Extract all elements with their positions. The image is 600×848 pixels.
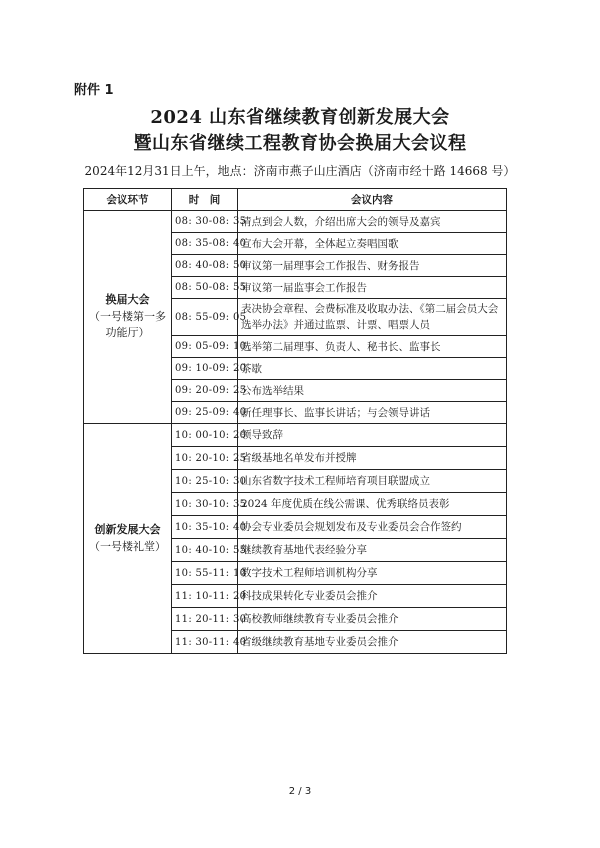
agenda-time: 08: 50-08: 55	[172, 277, 238, 299]
agenda-time: 10: 25-10: 30	[172, 470, 238, 493]
agenda-row	[84, 424, 507, 447]
agenda-time: 08: 55-09: 05	[172, 299, 238, 336]
agenda-content: 茶歇	[238, 358, 507, 380]
session-location: （一号楼礼堂）	[89, 539, 166, 553]
session-name: 换届大会	[105, 293, 150, 307]
agenda-content: 清点到会人数，介绍出席大会的领导及嘉宾	[238, 211, 507, 233]
header-time: 时 间	[172, 189, 238, 211]
agenda-time: 10: 30-10: 35	[172, 493, 238, 516]
agenda-time: 10: 20-10: 25	[172, 447, 238, 470]
agenda-content: 数字技术工程师培训机构分享	[238, 562, 507, 585]
agenda-content: 公布选举结果	[238, 380, 507, 402]
header-content: 会议内容	[238, 189, 507, 211]
document-title-line1: 2024 山东省继续教育创新发展大会	[150, 107, 450, 128]
page-number: 2 / 3	[288, 786, 312, 797]
agenda-time: 09: 10-09: 20	[172, 358, 238, 380]
agenda-content: 宣布大会开幕，全体起立奏唱国歌	[238, 233, 507, 255]
attachment-label: 附件 1	[74, 83, 114, 98]
agenda-content: 省级基地名单发布并授牌	[238, 447, 507, 470]
agenda-content: 审议第一届理事会工作报告、财务报告	[238, 255, 507, 277]
agenda-content: 高校教师继续教育专业委员会推介	[238, 608, 507, 631]
agenda-time: 08: 40-08: 50	[172, 255, 238, 277]
header-session: 会议环节	[84, 189, 172, 211]
agenda-time: 09: 20-09: 25	[172, 380, 238, 402]
agenda-time: 09: 05-09: 10	[172, 336, 238, 358]
agenda-content: 继续教育基地代表经验分享	[238, 539, 507, 562]
agenda-time: 10: 00-10: 20	[172, 424, 238, 447]
agenda-content: 审议第一届监事会工作报告	[238, 277, 507, 299]
agenda-table	[83, 188, 507, 654]
agenda-time: 10: 40-10: 55	[172, 539, 238, 562]
agenda-header-row	[84, 189, 507, 211]
agenda-time: 09: 25-09: 40	[172, 402, 238, 424]
agenda-time: 11: 10-11: 20	[172, 585, 238, 608]
agenda-content: 2024 年度优质在线公需课、优秀联络员表彰	[238, 493, 507, 516]
agenda-time: 10: 55-11: 10	[172, 562, 238, 585]
agenda-time: 11: 30-11: 40	[172, 631, 238, 654]
agenda-content: 表决协会章程、会费标准及收取办法、《第二届会员大会选举办法》并通过监票、计票、唱票人员	[238, 299, 507, 336]
session-cell	[84, 211, 172, 424]
agenda-content: 省级继续教育基地专业委员会推介	[238, 631, 507, 654]
agenda-content: 选举第二届理事、负责人、秘书长、监事长	[238, 336, 507, 358]
agenda-content: 山东省数字技术工程师培育项目联盟成立	[238, 470, 507, 493]
session-name: 创新发展大会	[94, 523, 161, 536]
agenda-content: 科技成果转化专业委员会推介	[238, 585, 507, 608]
agenda-content: 新任理事长、监事长讲话；与会领导讲话	[238, 402, 507, 424]
session-cell	[84, 424, 172, 654]
agenda-row	[84, 211, 507, 233]
document-title-line2: 暨山东省继续工程教育协会换届大会议程	[133, 133, 467, 154]
session-location: （一号楼第一多功能厅）	[89, 309, 166, 340]
agenda-time: 08: 35-08: 40	[172, 233, 238, 255]
agenda-time: 11: 20-11: 30	[172, 608, 238, 631]
agenda-time: 08: 30-08: 35	[172, 211, 238, 233]
agenda-content: 协会专业委员会规划发布及专业委员会合作签约	[238, 516, 507, 539]
agenda-time: 10: 35-10: 40	[172, 516, 238, 539]
meeting-date-location: 2024年12月31日上午，地点：济南市燕子山庄酒店（济南市经十路 14668 号）	[84, 164, 516, 178]
agenda-content: 领导致辞	[238, 424, 507, 447]
